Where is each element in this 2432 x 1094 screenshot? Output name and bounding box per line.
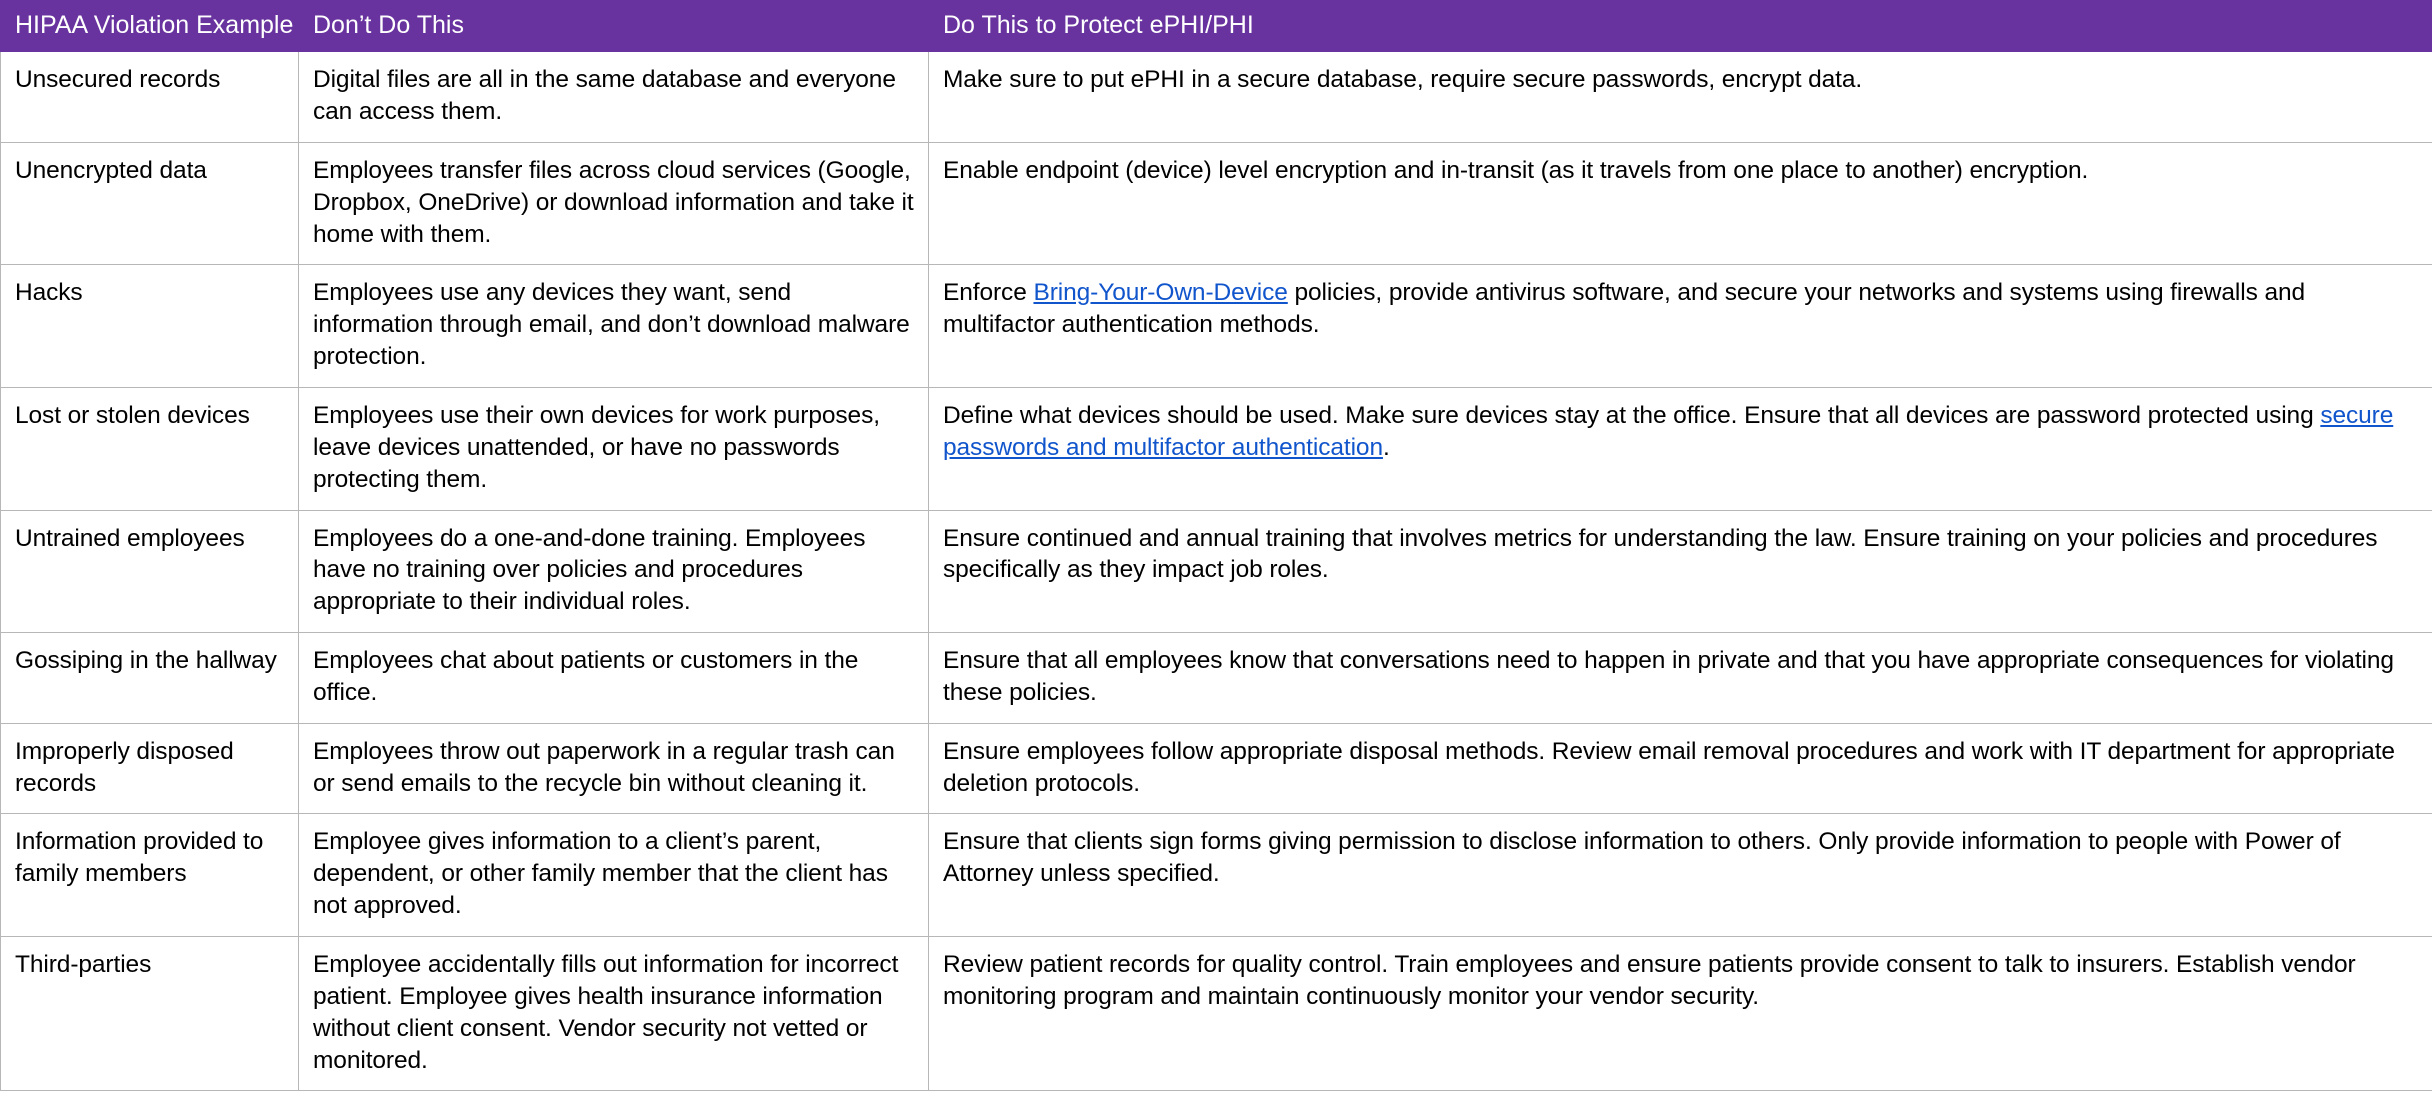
table-row: [1, 936, 2432, 1090]
table-row: [1, 142, 2432, 265]
cell-do-this-to-protect: [929, 814, 2432, 937]
table-row: [1, 52, 2432, 143]
cell-text-segment: Define what devices should be used. Make sure devices stay at the office. Ensure that all devices are password protected using: [943, 402, 2321, 429]
table-row: [1, 265, 2432, 388]
column-header-dont-do-this: Don’t Do This: [299, 1, 929, 52]
cell-dont-do-this: Employee gives information to a client’s parent, dependent, or other family member that the client has not approved.: [299, 814, 929, 937]
cell-dont-do-this: Employees use any devices they want, send information through email, and don’t download malware protection.: [299, 265, 929, 388]
cell-do-this-to-protect: [929, 52, 2432, 143]
cell-violation-example: Information provided to family members: [1, 814, 299, 937]
column-header-hipaa-violation-example: HIPAA Violation Example: [1, 1, 299, 52]
cell-do-this-to-protect: [929, 936, 2432, 1090]
table-header: [1, 1, 2432, 52]
cell-violation-example: Untrained employees: [1, 510, 299, 633]
table-row: [1, 633, 2432, 724]
cell-text-segment: Ensure that clients sign forms giving permission to disclose information to others. Only provide information to people with Power of Attorney unless specified.: [943, 828, 2341, 888]
cell-dont-do-this: Employees do a one-and-done training. Employees have no training over policies and procedures appropriate to their individual roles.: [299, 510, 929, 633]
cell-text-segment: Review patient records for quality control. Train employees and ensure patients provide consent to talk to insurers. Establish vendor monitoring program and maintain continuously monitor your vendor security.: [943, 950, 2356, 1010]
cell-violation-example: Third-parties: [1, 936, 299, 1090]
cell-do-this-to-protect: [929, 723, 2432, 814]
cell-text-segment: .: [1382, 433, 1390, 461]
cell-violation-example: Hacks: [1, 265, 299, 388]
table-row: [1, 510, 2432, 633]
cell-dont-do-this: Employees use their own devices for work purposes, leave devices unattended, or have no passwords protecting them.: [299, 388, 929, 511]
cell-text-segment: Ensure that all employees know that conversations need to happen in private and that you have appropriate consequences for violating these policies.: [943, 647, 2394, 706]
cell-do-this-to-protect: [929, 265, 2432, 388]
cell-violation-example: Unencrypted data: [1, 142, 299, 265]
cell-violation-example: Lost or stolen devices: [1, 388, 299, 511]
cell-dont-do-this: Employees throw out paperwork in a regular trash can or send emails to the recycle bin without cleaning it.: [299, 723, 929, 814]
cell-dont-do-this: Employees transfer files across cloud services (Google, Dropbox, OneDrive) or download information and take it home with them.: [299, 142, 929, 265]
cell-text-segment: Ensure continued and annual training that involves metrics for understanding the law. Ensure training on your policies and procedures specifically as they impact job roles.: [943, 524, 2378, 584]
cell-violation-example: Unsecured records: [1, 52, 299, 143]
cell-text-segment: Make sure to put ePHI in a secure database, require secure passwords, encrypt data.: [943, 66, 1863, 94]
table-body: [1, 52, 2432, 1091]
cell-dont-do-this: Employee accidentally fills out information for incorrect patient. Employee gives health insurance information without client consent. Vendor security not vetted or monitored.: [299, 936, 929, 1090]
cell-text-segment: Enable endpoint (device) level encryption and in-transit (as it travels from one place to another) encryption.: [943, 156, 2089, 184]
cell-text-segment: policies, provide antivirus software, and secure your networks and systems using firewalls and multifactor authentication methods.: [943, 279, 2306, 339]
cell-text-segment: Ensure employees follow appropriate disposal methods. Review email removal procedures and work with IT department for appropriate deletion protocols.: [943, 737, 2395, 797]
cell-violation-example: Gossiping in the hallway: [1, 633, 299, 724]
table-row: [1, 388, 2432, 511]
cell-do-this-to-protect: [929, 510, 2432, 633]
column-header-do-this-to-protect-ephi-phi: Do This to Protect ePHI/PHI: [929, 1, 2432, 52]
cell-do-this-to-protect: [929, 633, 2432, 724]
cell-do-this-to-protect: [929, 388, 2432, 511]
table-header-row: [1, 1, 2432, 52]
cell-do-this-to-protect: [929, 142, 2432, 265]
inline-link[interactable]: Bring-Your-Own-Device: [1033, 279, 1288, 307]
cell-dont-do-this: Employees chat about patients or customers in the office.: [299, 633, 929, 724]
table-row: [1, 723, 2432, 814]
cell-violation-example: Improperly disposed records: [1, 723, 299, 814]
cell-text-segment: Enforce: [943, 279, 1034, 307]
inline-link[interactable]: secure passwords and multifactor authentication: [943, 402, 2394, 461]
table-row: [1, 814, 2432, 937]
cell-dont-do-this: Digital files are all in the same database and everyone can access them.: [299, 52, 929, 143]
